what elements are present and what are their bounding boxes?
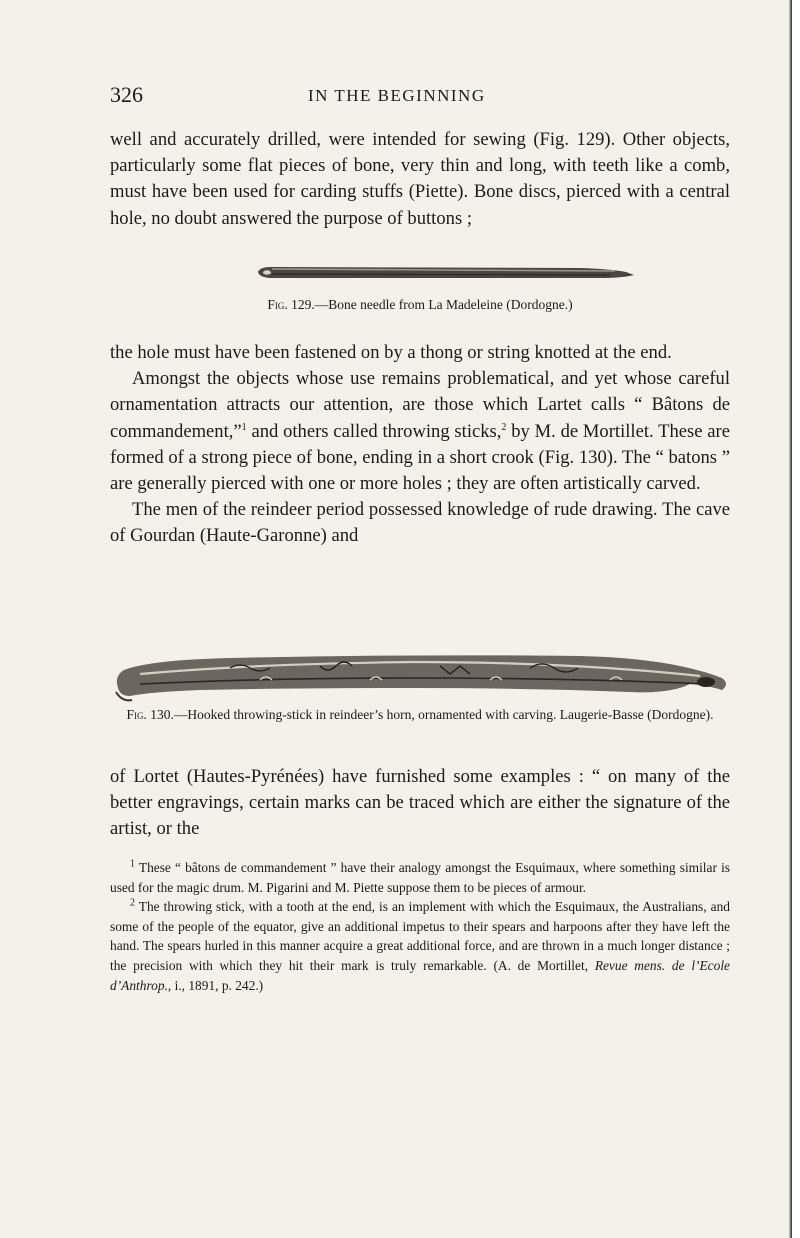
footnotes (110, 858, 730, 995)
figure-130-label: Fig. 130. (126, 707, 174, 722)
batons-text-start: Amongst the objects whose use remains problematical, and yet whose careful ornamentation attracts our attention, are those which Lartet calls “ Bâtons de commandement,” (110, 368, 730, 442)
paragraph-thong: the hole must have been fastened on by a thong or string knotted at the end. (110, 342, 672, 363)
footnote-2-mark: 2 (130, 897, 135, 909)
footnote-ref-2: 2 (501, 421, 507, 433)
figure-129-label: Fig. 129. (267, 297, 315, 312)
footnote-2-journal: Revue mens. de l’Ecole d’Anthrop. (110, 957, 730, 993)
footnote-1-text: These “ bâtons de commandement ” have their analogy amongst the Esquimaux, where something similar is used for the magic drum. M. Pigarini and M. Piette suppose them to be pieces of armour. (110, 860, 730, 895)
footnote-ref-1: 1 (241, 421, 247, 433)
bone-needle-illustration (110, 258, 730, 288)
figure-129 (110, 258, 730, 322)
footnote-1-mark: 1 (130, 858, 135, 870)
figure-129-caption (110, 295, 730, 314)
paragraph-drawing: The men of the reindeer period possessed knowledge of rude drawing. The cave of Gourdan (Haute-Garonne) and (110, 499, 730, 547)
footnote-1 (110, 858, 730, 897)
paragraph-lortet: of Lortet (Hautes-Pyrénées) have furnished some examples : “ on many of the better engravings, certain marks can be traced which are either the signature of the artist, or the (110, 766, 730, 840)
footnote-2-text: The throwing stick, with a tooth at the end, is an implement with which the Esquimaux, the Australians, and some of the people of the equator, give an additional impetus to their spears and harpoons after they have left the hand. The spears hurled in this manner acquire a great additional force, and are thrown in a much longer distance ; the precision with which they hit their mark is truly remarkable. (A. de Mortillet, (110, 899, 730, 973)
figure-130-caption (110, 705, 730, 724)
page-number: 326 (110, 82, 143, 107)
running-head: IN THE BEGINNING (308, 86, 486, 105)
batons-text-end: by M. de Mortillet. These are formed of a strong piece of bone, ending in a short crook (Fig. 130). The “ batons ” are generally pierced with one or more holes ; they are often artistically carved. (110, 420, 730, 495)
batons-text-mid: and others called throwing sticks, (246, 420, 502, 442)
figure-130-caption-text: —Hooked throwing-stick in reindeer’s horn, ornamented with carving. Laugerie-Basse (Dordogne). (173, 707, 714, 722)
page-header (110, 82, 730, 112)
footnote-2-citation: , i., 1891, p. 242.) (167, 977, 264, 993)
paragraph-sewing: well and accurately drilled, were intended for sewing (Fig. 129). Other objects, particularly some flat pieces of bone, very thin and long, with teeth like a comb, must have been used for carding stuffs (Piette). Bone discs, pierced with a central hole, no doubt answered the purpose of buttons ; (110, 129, 730, 229)
page-edge-margin (792, 0, 800, 1238)
figure-129-caption-text: —Bone needle from La Madeleine (Dordogne.) (314, 297, 573, 312)
paragraph-batons-text (110, 366, 730, 497)
paragraph-batons (110, 340, 730, 550)
figure-130 (110, 638, 730, 748)
footnote-2 (110, 897, 730, 995)
page-edge-shadow (789, 0, 792, 1238)
throwing-stick-illustration (110, 638, 730, 702)
